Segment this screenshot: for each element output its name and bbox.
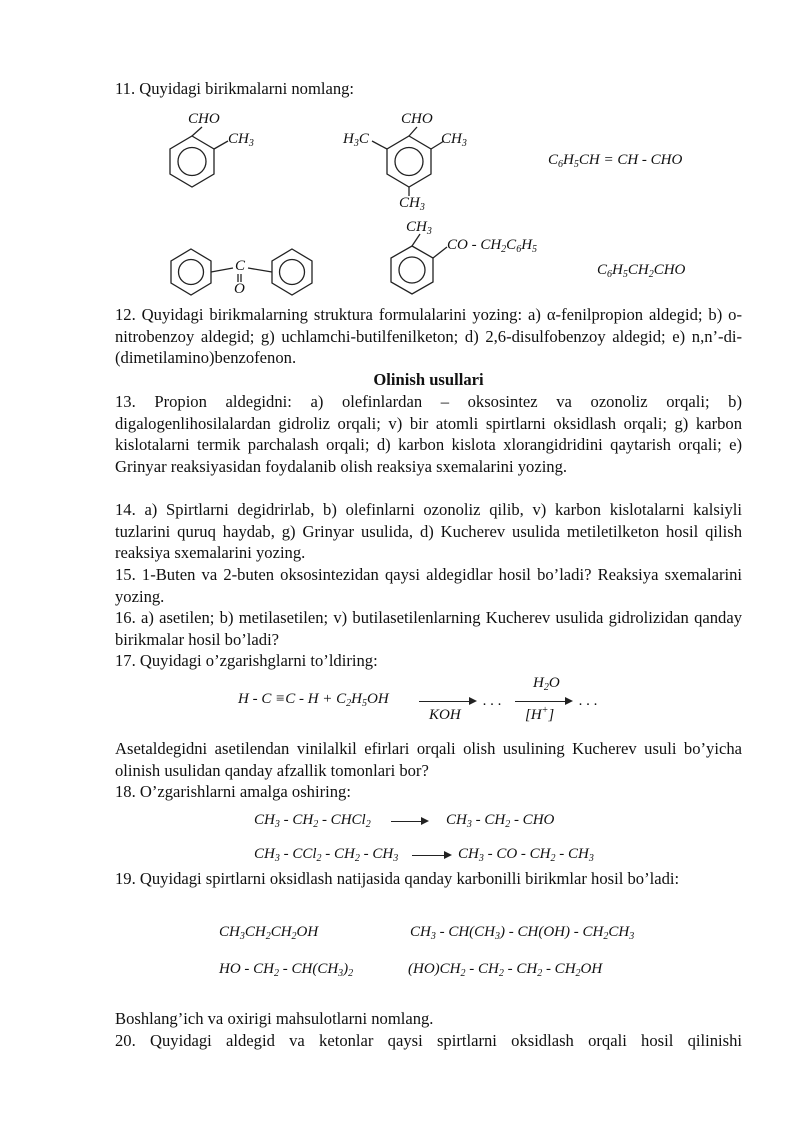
q17-reagent-2: $H_2O$ xyxy=(533,675,560,693)
q18-r2-right: $CH_3$ - CO - $CH_2 - CH_3$ xyxy=(458,846,594,864)
benzene-ring-5 xyxy=(391,234,447,294)
benzene-ring-2 xyxy=(372,127,444,196)
question-20: 20. Quyidagi aldegid va ketonlar qaysi spirtlarni oksidlash orqali hosil qilinishi xyxy=(115,1031,742,1050)
question-17-followup: Asetaldegidni asetilendan vinilalkil efirlari orqali olish usulining Kucherev usuli bo’yicha olinish usulidan qanday afzallik tomonlari bor? xyxy=(115,739,742,780)
question-17: 17. Quyidagi o’zgarishglarni to’ldiring: xyxy=(115,651,378,670)
s2-ch3-right: $CH_3$ xyxy=(441,131,467,149)
s5-ch3: $CH_3$ xyxy=(406,219,432,237)
s4-oxygen: O xyxy=(234,281,245,297)
s1-cho: CHO xyxy=(188,111,220,127)
question-19: 19. Quyidagi spirtlarni oksidlash natijasida qanday karbonilli birikmlar hosil bo’ladi: xyxy=(115,869,680,888)
q17-arrow-2 xyxy=(515,701,571,702)
q18-r2-left: $CH_3 - CCl_2 - CH_2 - CH_3$ xyxy=(254,846,399,864)
s2-h3c: $H_3C$ xyxy=(343,131,369,149)
q17-intermediate: . . . xyxy=(483,693,502,709)
question-16: 16. a) asetilen; b) metilasetilen; v) butilasetilenlarning Kucherev usulida gidrolizidan qanday birikmalar hosil bo’ladi? xyxy=(115,608,742,649)
question-12: 12. Quyidagi birikmalarning struktura formulalarini yozing: a) α-fenilpropion aldegid; b) o-nitrobenzoy aldegid; g) uchlamchi-butilfenilketon; d) 2,6-disulfobenzoy aldegid; e) n,n’-di-(dimetilamino)benzofenon. xyxy=(115,305,742,368)
q18-r1-left: $CH_3 - CH_2$ - CHCl$_2$ xyxy=(254,812,371,830)
question-11: 11. Quyidagi birikmalarni nomlang: xyxy=(115,79,355,98)
s6-formula: $C_6H_5CH_2CHO$ xyxy=(597,262,686,280)
question-14: 14. a) Spirtlarni degidrirlab, b) olefinlarni ozonoliz qilib, v) karbon kislotalarni kalsiyli tuzlarini quruq haydab, g) Grinyar usulida, d) Kucherev usulida metiletilketon hosil qilish reaksiya sxemalarini yozing. xyxy=(115,500,742,563)
question-18: 18. O’zgarishlarni amalga oshiring: xyxy=(115,782,351,801)
q17-arrow-1 xyxy=(419,701,475,702)
s4-carbon: C xyxy=(235,258,246,274)
question-13: 13. Propion aldegidni: a) olefinlardan – oksosintez va ozonoliz orqali; b) digalogenlihosilalardan gidroliz orqali; v) bir atomli spirtlarni oksidlash orqali; g) karbon kislotalarni termik parchalash orqali; d) karbon kislota xlorangidridini qaytarish orqali; e) Grinyar reaksiyasidan foydalanib olish reaksiya sxemalarini yozing. xyxy=(115,392,742,476)
q17-reactant: $H - C \equiv C - H + C_2H_5OH$ xyxy=(238,691,389,709)
benzene-ring-1 xyxy=(170,127,228,187)
section-heading: Olinish usullari xyxy=(373,370,484,389)
q19-alcohol-a: $CH_3CH_2CH_2OH$ xyxy=(219,924,319,942)
q18-r1-right: $CH_3 - CH_2$ - CHO xyxy=(446,812,555,830)
q17-product: . . . xyxy=(579,693,598,709)
q18-arrow-2 xyxy=(412,855,450,856)
question-15: 15. 1-Buten va 2-buten oksosintezidan qaysi aldegidlar hosil bo’ladi? Reaksiya sxemalarini yozing. xyxy=(115,565,742,606)
s1-ch3: $CH_3$ xyxy=(228,131,254,149)
s5-side-chain: CO - $CH_2C_6H_5$ xyxy=(447,237,538,255)
s2-ch3-bottom: $CH_3$ xyxy=(399,195,425,213)
question-19-followup: Boshlang’ich va oxirigi mahsulotlarni nomlang. xyxy=(115,1009,434,1028)
q19-alcohol-c: HO - $CH_2 - CH(CH_3)_2$ xyxy=(219,961,354,979)
q17-catalyst-1: KOH xyxy=(429,707,461,723)
s2-cho: CHO xyxy=(401,111,433,127)
q18-arrow-1 xyxy=(391,821,427,822)
q17-catalyst-2: [H+] xyxy=(525,705,555,723)
s3-formula: $C_6H_5CH$ = CH - CHO xyxy=(548,152,683,170)
q19-alcohol-b: $CH_3 - CH(CH_3) - CH(OH) - CH_2CH_3$ xyxy=(410,924,635,942)
q19-alcohol-d: $(HO)CH_2 - CH_2 - CH_2 - CH_2OH$ xyxy=(408,961,603,979)
